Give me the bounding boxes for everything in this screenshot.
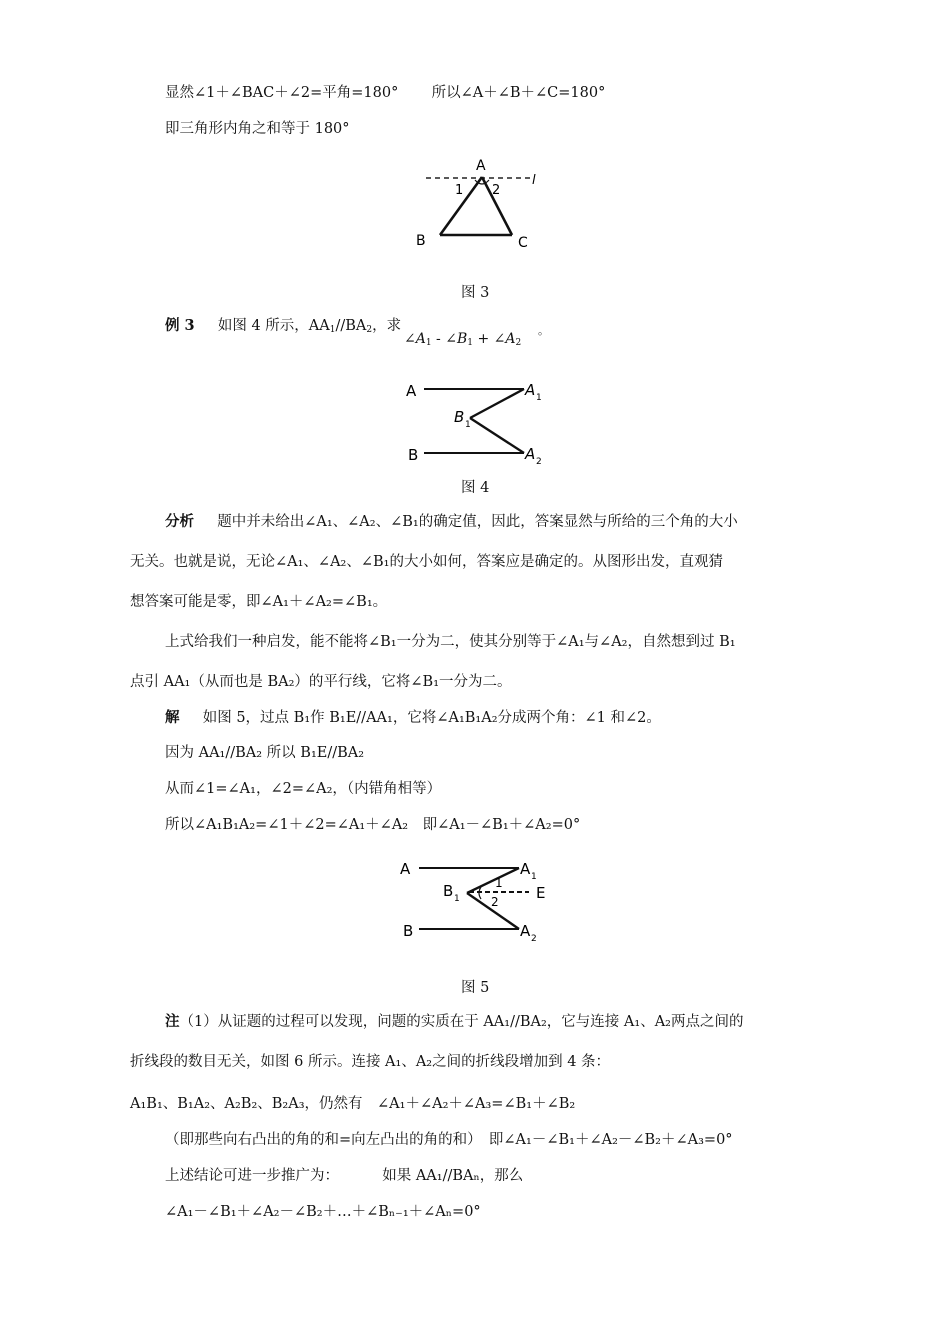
label-c: C	[518, 235, 528, 251]
label-1: 1	[455, 183, 464, 198]
example-3-label: 例 3	[165, 317, 195, 334]
label-a: A	[406, 382, 417, 400]
example-3-text-post: ，求	[372, 318, 402, 334]
label-a2-sub: 2	[531, 934, 537, 944]
example-3-text-pre: 如图 4 所示，AA	[217, 318, 330, 334]
seg-a1b1	[470, 389, 524, 418]
proof-line-1b: 所以∠A＋∠B＋∠C=180°	[431, 85, 606, 101]
example-3-formula-end: 。	[538, 324, 549, 337]
label-1: 1	[495, 876, 503, 890]
proof-line-1a: 显然∠1＋∠BAC＋∠2=平角=180°	[165, 85, 399, 101]
note-label: 注	[165, 1013, 180, 1030]
label-a2-sub: 2	[536, 457, 542, 467]
label-b: B	[403, 922, 414, 940]
analysis-1: 分析 题中并未给出∠A₁、∠A₂、∠B₁的确定值，因此，答案显然与所给的三个角的大小	[165, 513, 738, 530]
label-a1: A	[525, 381, 536, 399]
figure-3	[410, 150, 550, 255]
figure-3-caption: 图 3	[461, 285, 490, 301]
analysis-3: 想答案可能是零，即∠A₁＋∠A₂=∠B₁。	[130, 594, 388, 610]
label-b: B	[416, 233, 426, 249]
solution-1: 解 如图 5，过点 B₁作 B₁E//AA₁，它将∠A₁B₁A₂分成两个角：∠1 和∠2。	[165, 709, 661, 726]
example-3-formula: $\angle A_1$ - $\angle B_1$ + $\angle A_2$	[404, 331, 522, 348]
note-6: ∠A₁－∠B₁＋∠A₂－∠B₂＋…＋∠Bₙ₋₁＋∠Aₙ=0°	[165, 1204, 481, 1220]
note-4: （即那些向右凸出的角的和=向左凸出的角的和） 即∠A₁－∠B₁＋∠A₂－∠B₂＋∠A₃=0°	[165, 1132, 733, 1148]
label-b1: B	[454, 408, 465, 426]
label-l: l	[532, 173, 536, 188]
figure-5	[395, 852, 565, 947]
solution-3: 从而∠1=∠A₁，∠2=∠A₂，（内错角相等）	[165, 781, 442, 797]
example-3-text-mid: //BA	[335, 318, 367, 334]
label-b1-sub: 1	[454, 894, 460, 904]
proof-line-1	[165, 83, 605, 103]
label-a1: A	[520, 860, 531, 878]
paragraph-2b: 点引 AA₁（从而也是 BA₂）的平行线，它将∠B₁一分为二。	[130, 674, 512, 690]
solution-label: 解	[165, 709, 180, 726]
analysis-2: 无关。也就是说，无论∠A₁、∠A₂、∠B₁的大小如何，答案应是确定的。从图形出发，直观猜	[130, 554, 723, 570]
paragraph-2a: 上式给我们一种启发，能不能将∠B₁一分为二，使其分别等于∠A₁与∠A₂，自然想到过 B₁	[165, 634, 736, 650]
label-e: E	[536, 884, 546, 902]
label-b: B	[408, 446, 419, 464]
label-a: A	[400, 860, 411, 878]
figure-5-caption: 图 5	[461, 980, 490, 996]
solution-2: 因为 AA₁//BA₂ 所以 B₁E//BA₂	[165, 745, 365, 761]
note-2: 折线段的数目无关，如图 6 所示。连接 A₁、A₂之间的折线段增加到 4 条：	[130, 1054, 611, 1070]
label-2: 2	[491, 895, 499, 909]
figure-4-caption: 图 4	[461, 480, 490, 496]
seg-b1a2	[470, 418, 524, 453]
figure-4	[400, 375, 560, 470]
label-a1-sub: 1	[536, 393, 542, 403]
note-5: 上述结论可进一步推广为： 如果 AA₁//BAₙ，那么	[165, 1168, 524, 1184]
label-2: 2	[492, 183, 501, 198]
label-a: A	[476, 158, 486, 174]
label-a2: A	[525, 445, 536, 463]
label-a1-sub: 1	[531, 872, 537, 882]
label-b1-sub: 1	[465, 420, 471, 430]
label-a2: A	[520, 922, 531, 940]
seg-a1b1	[467, 868, 519, 893]
proof-line-2: 即三角形内角之和等于 180°	[165, 121, 350, 137]
solution-4: 所以∠A₁B₁A₂=∠1＋∠2=∠A₁＋∠A₂ 即∠A₁－∠B₁＋∠A₂=0°	[165, 817, 581, 833]
note-3: A₁B₁、B₁A₂、A₂B₂、B₂A₃，仍然有 ∠A₁＋∠A₂＋∠A₃=∠B₁＋∠B₂	[130, 1096, 576, 1112]
note-1: 注（1）从证题的过程可以发现，问题的实质在于 AA₁//BA₂，它与连接 A₁、A₂两点之间的	[165, 1013, 744, 1030]
label-b1: B	[443, 882, 454, 900]
analysis-label: 分析	[165, 513, 194, 530]
example-3: 例 3 如图 4 所示，$AA_1//BA_2$，求	[165, 317, 402, 335]
